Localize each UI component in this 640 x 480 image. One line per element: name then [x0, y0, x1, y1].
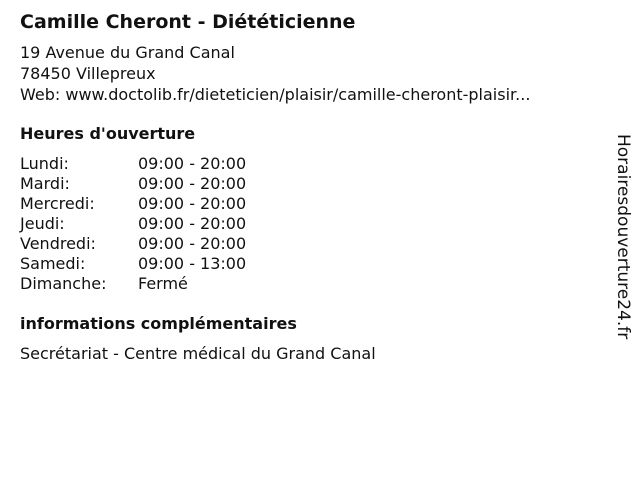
hours-time: Fermé: [138, 274, 188, 293]
business-title: Camille Cheront - Diététicienne: [20, 11, 356, 33]
side-watermark: [600, 134, 640, 344]
hours-day: Vendredi:: [20, 234, 96, 253]
info-heading: informations complémentaires: [20, 314, 297, 333]
hours-time: 09:00 - 20:00: [138, 214, 247, 233]
hours-day: Mercredi:: [20, 194, 95, 213]
hours-time: 09:00 - 20:00: [138, 194, 247, 213]
hours-day: Jeudi:: [20, 214, 65, 233]
side-watermark-text: Horairesdouverture24.fr: [613, 134, 633, 340]
hours-day: Samedi:: [20, 254, 86, 273]
address-line-street: 19 Avenue du Grand Canal: [20, 43, 235, 62]
hours-day: Mardi:: [20, 174, 70, 193]
hours-day: Lundi:: [20, 154, 69, 173]
hours-time: 09:00 - 20:00: [138, 154, 247, 173]
hours-time: 09:00 - 20:00: [138, 174, 247, 193]
info-text: Secrétariat - Centre médical du Grand Canal: [20, 344, 376, 363]
hours-time: 09:00 - 20:00: [138, 234, 247, 253]
hours-day: Dimanche:: [20, 274, 107, 293]
website-line[interactable]: Web: www.doctolib.fr/dieteticien/plaisir/camille-cheront-plaisir...: [20, 85, 531, 104]
hours-time: 09:00 - 13:00: [138, 254, 247, 273]
hours-heading: Heures d'ouverture: [20, 124, 196, 143]
address-line-city: 78450 Villepreux: [20, 64, 156, 83]
